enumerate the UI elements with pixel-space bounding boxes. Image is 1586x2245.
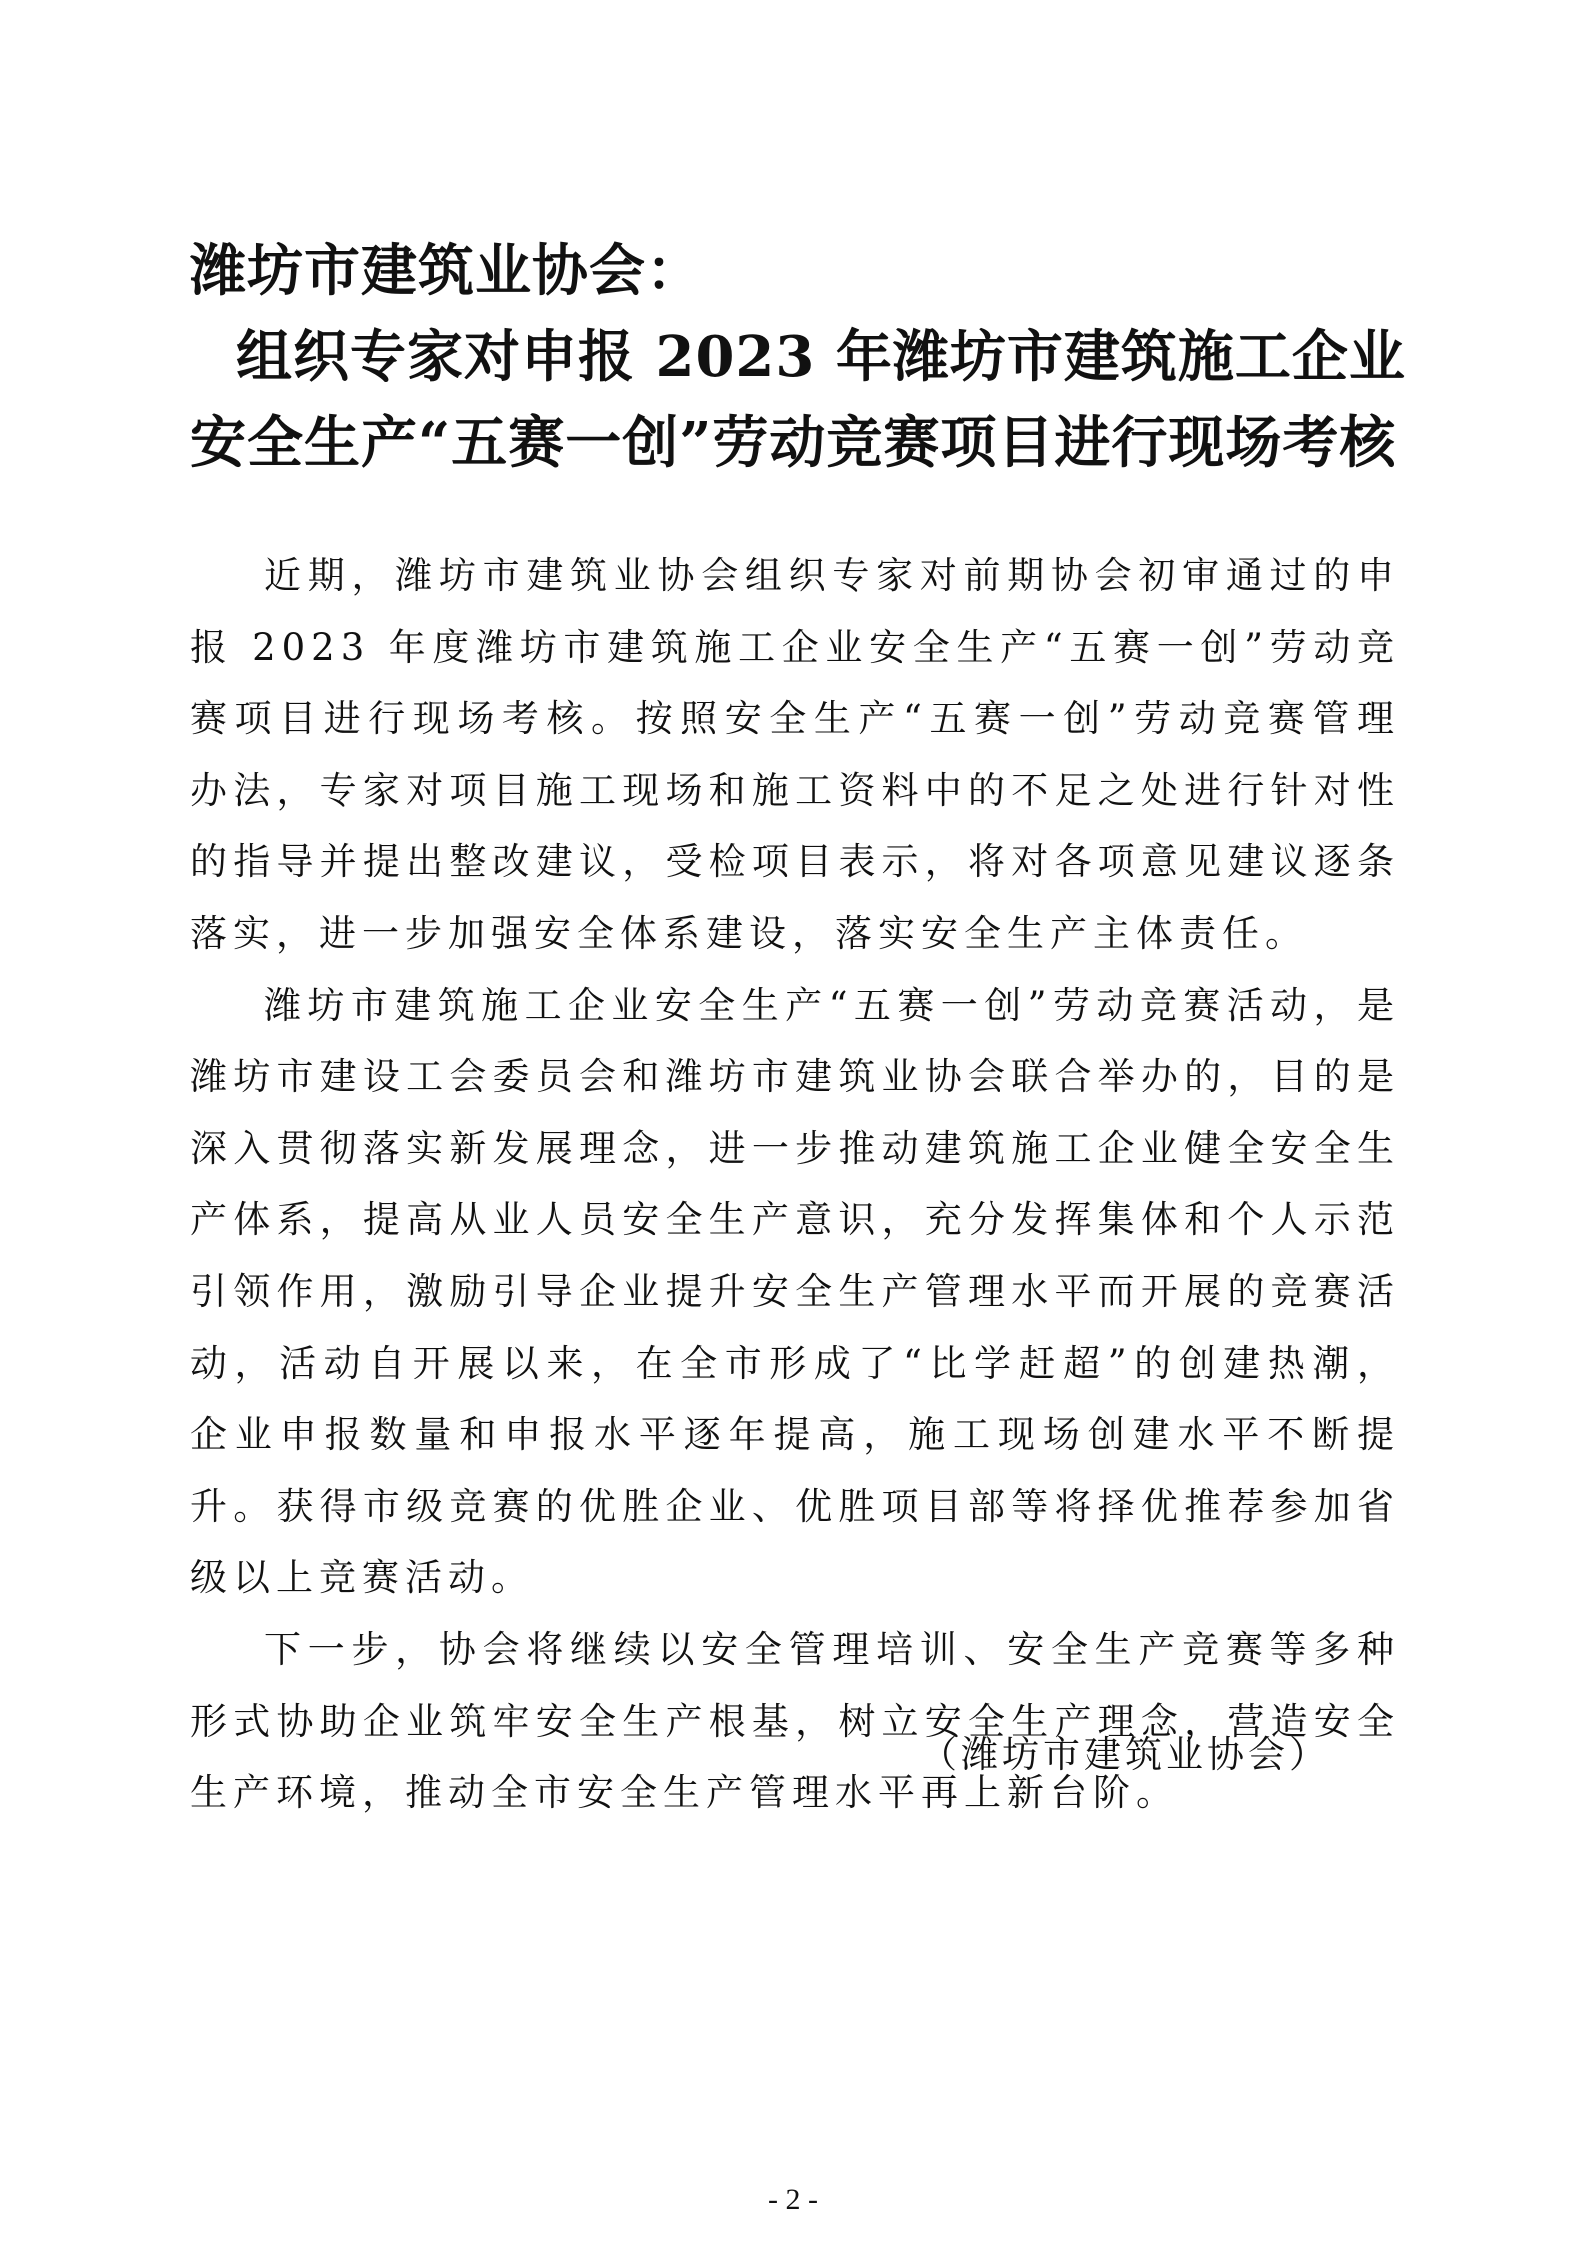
document-body [190,540,1400,1829]
title-line-1: 潍坊市建筑业协会： [190,238,703,304]
body-paragraph-2: 潍坊市建筑施工企业安全生产“五赛一创”劳动竞赛活动，是潍坊市建设工会委员会和潍坊市建筑业协会联合举办的，目的是深入贯彻落实新发展理念，进一步推动建筑施工企业健全安全生产体系，提高从业人员安全生产意识，充分发挥集体和个人示范引领作用，激励引导企业提升安全生产管理水平而开展的竞赛活动，活动自开展以来，在全市形成了“比学赶超”的创建热潮，企业申报数量和申报水平逐年提高，施工现场创建水平不断提升。获得市级竞赛的优胜企业、优胜项目部等将择优推荐参加省级以上竞赛活动。 [190,983,1400,1600]
document-title [190,228,1430,486]
page-number: - 2 - [768,2183,818,2216]
signature: （潍坊市建筑业协会） [920,1733,1330,1776]
title-line-3: 安全生产“五赛一创”劳动竞赛项目进行现场考核 [190,410,1397,476]
body-paragraph-1: 近期，潍坊市建筑业协会组织专家对前期协会初审通过的申报 2023 年度潍坊市建筑施工企业安全生产“五赛一创”劳动竞赛项目进行现场考核。按照安全生产“五赛一创”劳动竞赛管理办法，专家对项目施工现场和施工资料中的不足之处进行针对性的指导并提出整改建议，受检项目表示，将对各项意见建议逐条落实，进一步加强安全体系建设，落实安全生产主体责任。 [190,554,1400,955]
title-line-2: 组织专家对申报 2023 年潍坊市建筑施工企业 [236,324,1406,390]
body-paragraph-3: 下一步，协会将继续以安全管理培训、安全生产竞赛等多种形式协助企业筑牢安全生产根基，树立安全生产理念，营造安全生产环境，推动全市安全生产管理水平再上新台阶。 [190,1627,1400,1815]
